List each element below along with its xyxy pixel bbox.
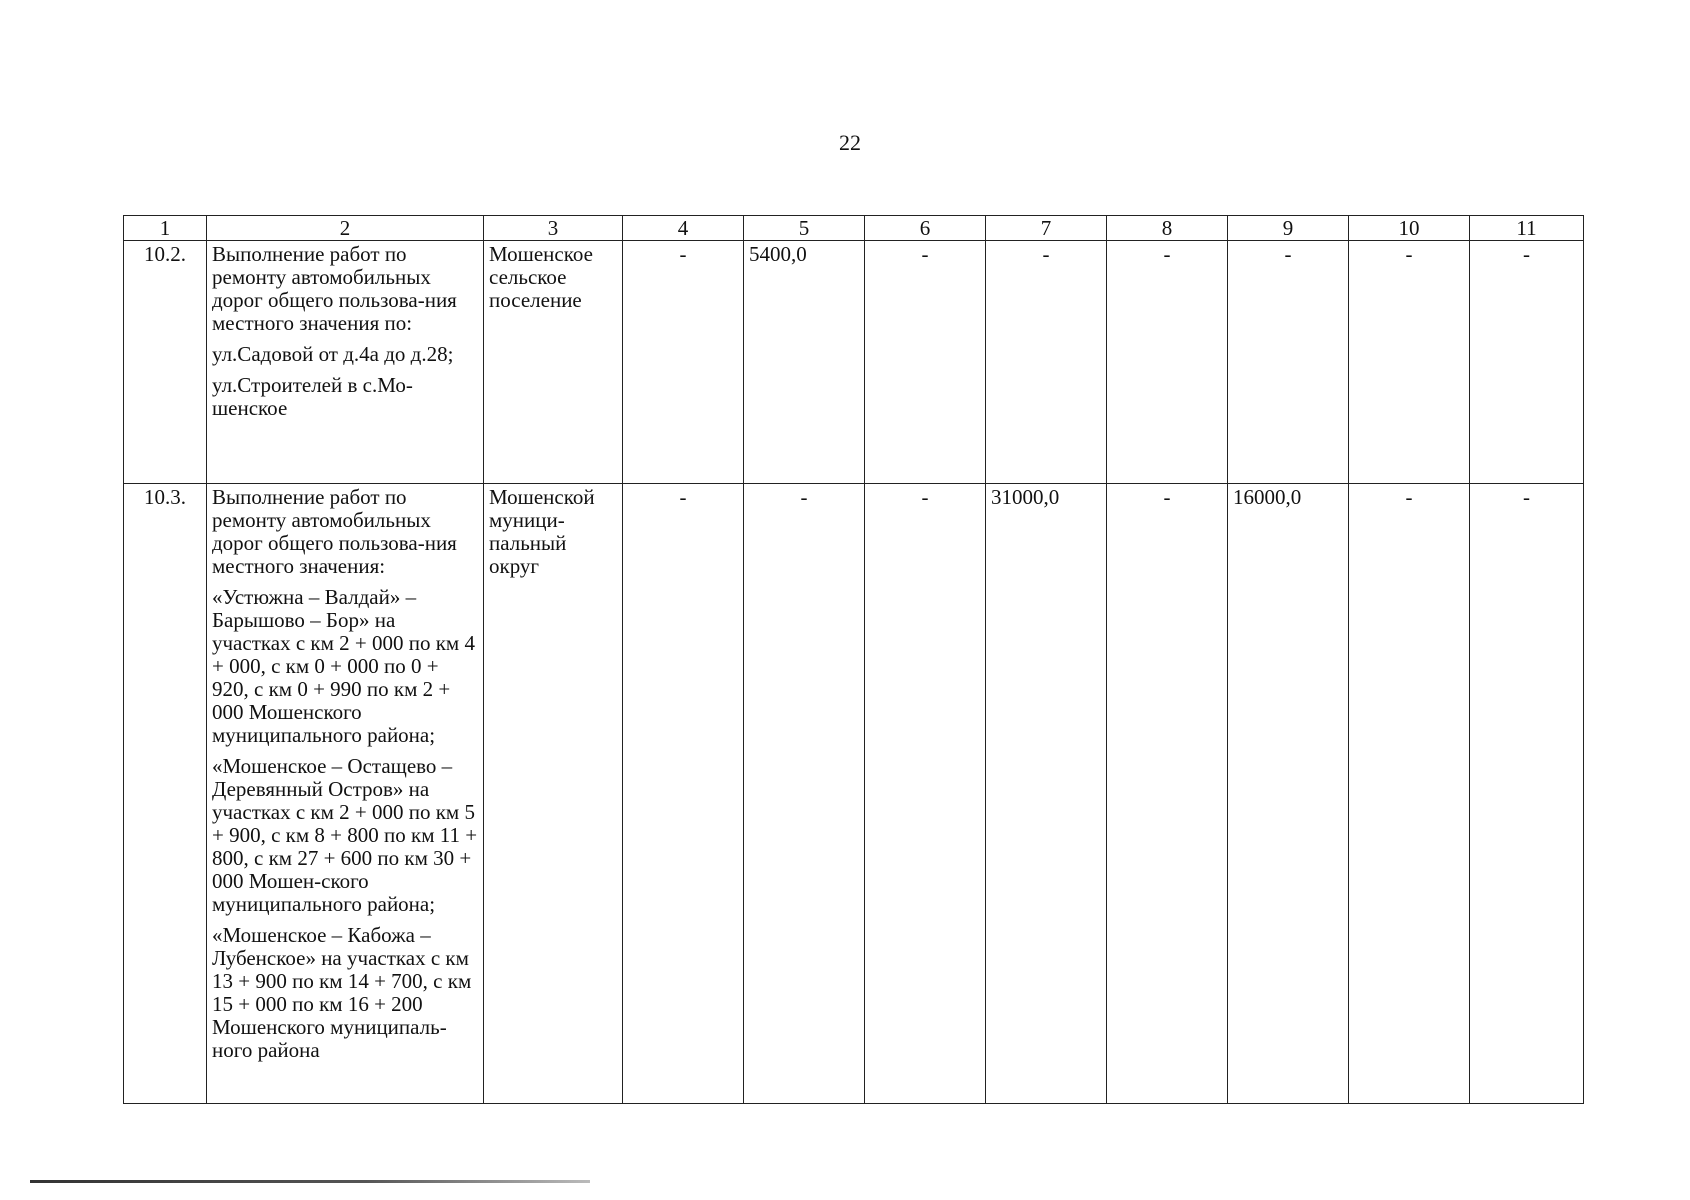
table-row	[124, 484, 1584, 1104]
row-cell-5: 5400,0	[744, 241, 865, 484]
description-paragraph: ул.Строителей в с.Мо-шенское	[212, 373, 413, 420]
header-cell: 9	[1228, 216, 1349, 241]
row-cell-4: -	[623, 241, 744, 484]
description-paragraph: «Устюжна – Валдай» – Барышово – Бор» на участках с км 2 + 000 по км 4 + 000, с км 0 + 000 по 0 + 920, с км 0 + 990 по км 2 + 000 Мошенского муниципального района;	[212, 585, 475, 747]
row-cell-10: -	[1349, 484, 1470, 1104]
table-row	[124, 241, 1584, 484]
header-cell: 2	[207, 216, 484, 241]
row-number: 10.2.	[124, 241, 207, 484]
description-paragraph: «Мошенское – Кабожа – Лубенское» на участках с км 13 + 900 по км 14 + 700, с км 15 + 000 по км 16 + 200 Мошенского муниципаль-ного района	[212, 923, 472, 1062]
row-cell-8: -	[1107, 241, 1228, 484]
row-cell-10: -	[1349, 241, 1470, 484]
header-cell: 3	[484, 216, 623, 241]
header-cell: 7	[986, 216, 1107, 241]
row-cell-7: 31000,0	[986, 484, 1107, 1104]
page-number: 22	[839, 130, 861, 155]
budget-table	[123, 215, 1584, 1104]
bottom-divider	[30, 1180, 590, 1183]
header-cell: 11	[1470, 216, 1584, 241]
row-cell-7: -	[986, 241, 1107, 484]
row-cell-6: -	[865, 484, 986, 1104]
row-cell-6: -	[865, 241, 986, 484]
row-cell-9: 16000,0	[1228, 484, 1349, 1104]
header-cell: 8	[1107, 216, 1228, 241]
row-description	[207, 241, 484, 484]
row-executor: Мошенской муници-пальный округ	[484, 484, 623, 1104]
description-paragraph: Выполнение работ по ремонту автомобильных дорог общего пользова-ния местного значения:	[212, 485, 457, 578]
row-cell-8: -	[1107, 484, 1228, 1104]
row-cell-4: -	[623, 484, 744, 1104]
row-cell-5: -	[744, 484, 865, 1104]
table-header-row	[124, 216, 1584, 241]
row-cell-11: -	[1470, 484, 1584, 1104]
header-cell: 1	[124, 216, 207, 241]
row-number: 10.3.	[124, 484, 207, 1104]
row-executor: Мошенское сельское поселение	[484, 241, 623, 484]
description-paragraph: «Мошенское – Остащево – Деревянный Остров» на участках с км 2 + 000 по км 5 + 900, с км 8 + 800 по км 11 + 800, с км 27 + 600 по км 30 + 000 Мошен-ского муниципального района;	[212, 754, 478, 916]
row-cell-11: -	[1470, 241, 1584, 484]
description-paragraph: Выполнение работ по ремонту автомобильных дорог общего пользова-ния местного значения по:	[212, 242, 457, 335]
row-cell-9: -	[1228, 241, 1349, 484]
header-cell: 4	[623, 216, 744, 241]
row-description	[207, 484, 484, 1104]
header-cell: 5	[744, 216, 865, 241]
header-cell: 6	[865, 216, 986, 241]
header-cell: 10	[1349, 216, 1470, 241]
description-paragraph: ул.Садовой от д.4а до д.28;	[212, 342, 454, 366]
